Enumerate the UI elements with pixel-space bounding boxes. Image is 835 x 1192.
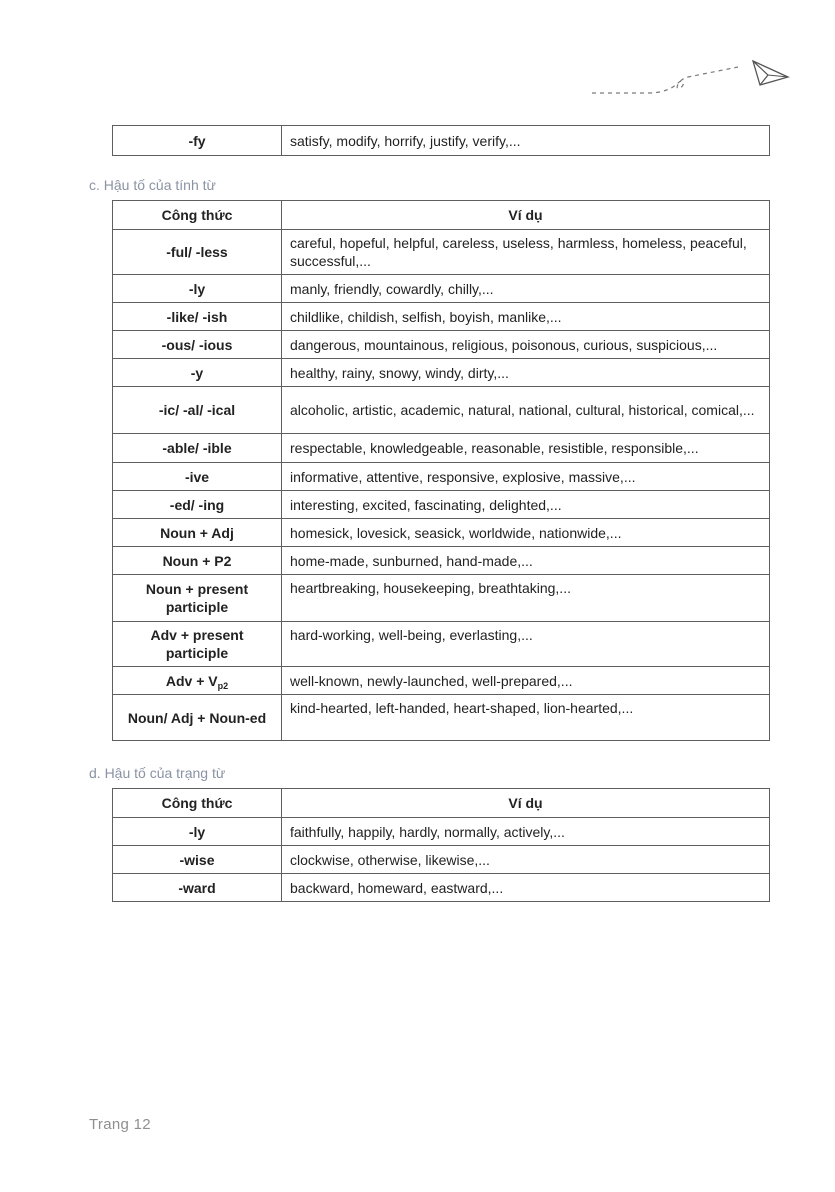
table-row — [113, 331, 770, 359]
table-row — [113, 846, 770, 874]
table-row — [113, 303, 770, 331]
section-title-adjective: c. Hậu tố của tính từ — [89, 177, 216, 193]
example-cell: homesick, lovesick, seasick, worldwide, nationwide,... — [282, 519, 770, 547]
example-cell: interesting, excited, fascinating, delighted,... — [282, 491, 770, 519]
example-cell: childlike, childish, selfish, boyish, manlike,... — [282, 303, 770, 331]
table-row — [113, 491, 770, 519]
formula-cell: -ive — [113, 463, 282, 491]
formula-cell: -wise — [113, 846, 282, 874]
formula-cell: -like/ -ish — [113, 303, 282, 331]
formula-subscript: p2 — [217, 680, 229, 691]
formula-cell: -ly — [113, 275, 282, 303]
example-cell: satisfy, modify, horrify, justify, verify,... — [282, 126, 770, 156]
table-row — [113, 695, 770, 741]
header-formula: Công thức — [113, 789, 282, 818]
header-formula: Công thức — [113, 201, 282, 230]
table-row — [113, 547, 770, 575]
table-row — [113, 359, 770, 387]
page-number: Trang 12 — [89, 1116, 151, 1133]
table-row — [113, 387, 770, 434]
formula-cell: -ic/ -al/ -ical — [113, 387, 282, 434]
section-title-adverb: d. Hậu tố của trạng từ — [89, 765, 226, 781]
example-cell: faithfully, happily, hardly, normally, actively,... — [282, 818, 770, 846]
example-cell: healthy, rainy, snowy, windy, dirty,... — [282, 359, 770, 387]
adjective-suffix-table — [112, 200, 770, 741]
formula-cell: -fy — [113, 126, 282, 156]
table-row — [113, 230, 770, 275]
example-cell: respectable, knowledgeable, reasonable, resistible, responsible,... — [282, 434, 770, 463]
fy-row-table — [112, 125, 770, 156]
example-cell: dangerous, mountainous, religious, poisonous, curious, suspicious,... — [282, 331, 770, 359]
table-row — [113, 463, 770, 491]
example-cell: heartbreaking, housekeeping, breathtaking,... — [282, 575, 770, 622]
formula-cell: -ward — [113, 874, 282, 902]
formula-cell: -ly — [113, 818, 282, 846]
table-header-row — [113, 789, 770, 818]
formula-cell: Noun/ Adj + Noun-ed — [113, 695, 282, 741]
table-row — [113, 126, 770, 156]
formula-cell: -ed/ -ing — [113, 491, 282, 519]
example-cell: backward, homeward, eastward,... — [282, 874, 770, 902]
formula-cell: Noun + Adj — [113, 519, 282, 547]
adverb-suffix-table — [112, 788, 770, 902]
example-cell: clockwise, otherwise, likewise,... — [282, 846, 770, 874]
example-cell: kind-hearted, left-handed, heart-shaped, lion-hearted,... — [282, 695, 770, 741]
header-example: Ví dụ — [282, 201, 770, 230]
table-row — [113, 575, 770, 622]
example-cell: alcoholic, artistic, academic, natural, national, cultural, historical, comical,... — [282, 387, 770, 434]
example-cell: informative, attentive, responsive, explosive, massive,... — [282, 463, 770, 491]
formula-cell: -y — [113, 359, 282, 387]
table-row — [113, 818, 770, 846]
example-cell: home-made, sunburned, hand-made,... — [282, 547, 770, 575]
formula-main: Adv + V — [165, 672, 218, 689]
table-row — [113, 434, 770, 463]
example-cell: careful, hopeful, helpful, careless, useless, harmless, homeless, peaceful, successful,... — [282, 230, 770, 275]
example-cell: well-known, newly-launched, well-prepared,... — [282, 667, 770, 695]
formula-cell: Noun + present participle — [113, 575, 282, 622]
example-cell: manly, friendly, cowardly, chilly,... — [282, 275, 770, 303]
formula-cell: -ous/ -ious — [113, 331, 282, 359]
paper-plane-icon — [588, 55, 793, 100]
table-header-row — [113, 201, 770, 230]
table-row — [113, 275, 770, 303]
formula-cell: -able/ -ible — [113, 434, 282, 463]
formula-cell: Noun + P2 — [113, 547, 282, 575]
example-cell: hard-working, well-being, everlasting,... — [282, 622, 770, 667]
table-row — [113, 622, 770, 667]
header-example: Ví dụ — [282, 789, 770, 818]
formula-cell: Adv + present participle — [113, 622, 282, 667]
table-row — [113, 519, 770, 547]
formula-cell — [113, 667, 282, 695]
formula-cell: -ful/ -less — [113, 230, 282, 275]
table-row — [113, 874, 770, 902]
table-row — [113, 667, 770, 695]
